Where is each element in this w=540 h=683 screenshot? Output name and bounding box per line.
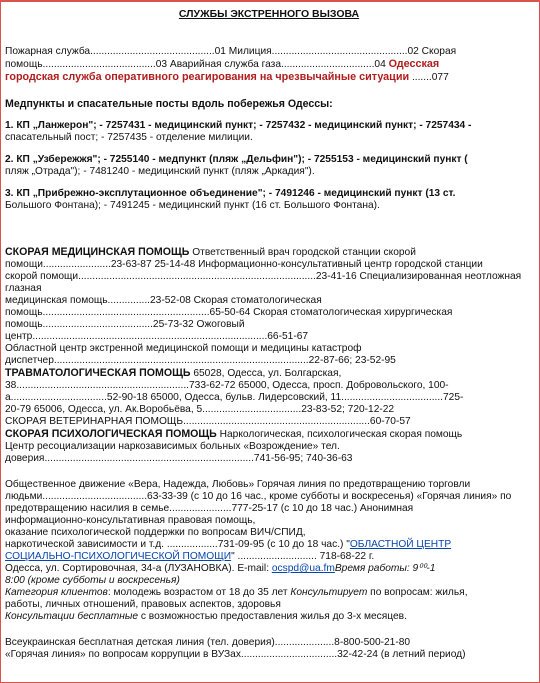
social-section xyxy=(5,479,533,623)
emergency-numbers xyxy=(5,46,533,84)
emergency-highlight: городская служба оперативного реагирования на чрезвычайные ситуации xyxy=(5,71,410,83)
social-line: Одесса, ул. Сортировочная, 34-а (ЛУЗАНОВКА). E-mail: ocspd@ua.fmВремя работы: 9⁰⁰-1 xyxy=(5,563,436,574)
beach-item-line: пляж „Отрада"); - 7481240 - медицинский пункт (пляж „Аркадия"). xyxy=(5,166,315,177)
social-line: предотвращению насилия в семье......................777-25-17 (с 10 до 18 час.) Анонимная xyxy=(5,503,414,514)
beach-item-line: 3. КП „Прибрежно-эксплутационное объединение"; - 7491246 - медицинский пункт (13 ст. xyxy=(5,188,456,199)
medical-line: центр...................................................................................66-51-67 xyxy=(5,331,309,342)
social-line: людьми.....................................63-33-39 (с 10 до 16 час., кроме субботы и воскресенья) «Горячая линия» по xyxy=(5,491,512,502)
medical-line: диспетчер..........................................................................................22-87-66; 23-52-95 xyxy=(5,355,396,366)
social-line: информационно-консультативная правовая помощь, xyxy=(5,515,256,526)
trauma-line: 38.............................................................733-62-72 65000, Одесса, просп. Добровольского, 100- xyxy=(5,380,449,391)
social-line: оказание психологической поддержки по вопросам ВИЧ/СПИД, xyxy=(5,527,306,538)
psych-line: Центр ресоциализации наркозависимых больных «Возрождение» тел. xyxy=(5,441,340,452)
page-title: СЛУЖБЫ ЭКСТРЕННОГО ВЫЗОВА xyxy=(178,8,360,20)
emergency-line: Пожарная служба............................................01 Милиция................................................02 Скорая xyxy=(5,46,457,57)
center-link[interactable]: ОБЛАСТНОЙ ЦЕНТР xyxy=(349,539,452,550)
email-link[interactable]: ocspd@ua.fm xyxy=(271,563,335,574)
medical-line: медицинская помощь...............23-52-08 Скорая стоматологическая xyxy=(5,295,322,306)
beach-item-line: Большого Фонтана); - 7491245 - медицинский пункт (16 ст. Большого Фонтана). xyxy=(5,200,380,211)
emergency-highlight: Одесская xyxy=(388,58,440,70)
social-line: наркотической зависимости и т.д. ..................731-09-95 (с 10 до 18 час.) "ОБЛАСТНОЙ ЦЕНТР xyxy=(5,539,452,550)
medical-line: Областной центр экстренной медицинской помощи и медицины катастроф xyxy=(5,343,362,354)
center-link[interactable]: СОЦИАЛЬНО-ПСИХОЛОГИЧЕСКОЙ ПОМОЩИ xyxy=(5,551,232,562)
medical-line: помощь.......................................25-73-32 Ожоговый xyxy=(5,319,245,330)
footer-line: «Горячая линия» по вопросам коррупции в ВУЗах..................................32-42-24 (в летний период) xyxy=(5,649,466,660)
trauma-line: 20-79 65006, Одесса, ул. Ак.Воробьёва, 5...................................23-83-52; 720-12-22 xyxy=(5,404,395,415)
medical-line: СКОРАЯ МЕДИЦИНСКАЯ ПОМОЩЬ Ответственный врач городской станции скорой xyxy=(5,246,416,258)
psych-section xyxy=(5,428,533,465)
beach-item-line: 2. КП „Узбережжя"; - 7255140 - медпункт (пляж „Дельфин"); - 7255153 - медицинский пункт ( xyxy=(5,154,468,165)
section-heading: СКОРАЯ ПСИХОЛОГИЧЕСКАЯ ПОМОЩЬ xyxy=(5,428,217,440)
trauma-line: ТРАВМАТОЛОГИЧЕСКАЯ ПОМОЩЬ 65028, Одесса, ул. Болгарская, xyxy=(5,367,342,379)
section-heading: СКОРАЯ МЕДИЦИНСКАЯ ПОМОЩЬ xyxy=(5,246,190,258)
beach-item-line: 1. КП „Ланжерон"; - 7257431 - медицинский пункт; - 7257432 - медицинский пункт; - 7257434 - xyxy=(5,120,472,131)
trauma-section xyxy=(5,367,533,428)
social-line: СОЦИАЛЬНО-ПСИХОЛОГИЧЕСКОЙ ПОМОЩИ" ............................ 718-68-22 г. xyxy=(5,551,375,562)
medical-line: скорой помощи....................................................................................23-41-16 Специализированная неотложная глазная xyxy=(5,271,522,294)
footer-line: Всеукраинская бесплатная детская линия (тел. доверия).....................8-800-500-21-80 xyxy=(5,637,411,648)
psych-line: доверия..........................................................................741-56-95; 740-36-63 xyxy=(5,453,353,464)
section-heading: ТРАВМАТОЛОГИЧЕСКАЯ ПОМОЩЬ xyxy=(5,367,191,379)
document xyxy=(5,8,533,661)
trauma-line: а..................................52-90-18 65000, Одесса, бульв. Лидерсовский, 11....................................725- xyxy=(5,392,464,403)
social-line: работы, личных отношений, правовых аспектов, здоровья xyxy=(5,599,281,610)
emergency-line: помощь........................................03 Аварийная служба газа.................................04 Одесская xyxy=(5,58,440,70)
beach-section xyxy=(5,98,533,212)
medical-line: помощь...........................................................65-50-64 Скорая стоматологическая хирургическая xyxy=(5,307,453,318)
emergency-line: городская служба оперативного реагирования на чрезвычайные ситуации .......077 xyxy=(5,71,449,83)
medical-section xyxy=(5,246,533,367)
footer-section xyxy=(5,637,533,661)
psych-line: СКОРАЯ ПСИХОЛОГИЧЕСКАЯ ПОМОЩЬ Наркологическая, психологическая скорая помощь xyxy=(5,428,463,440)
medical-line: помощи........................23-63-87 25-14-48 Информационно-консультативный центр городской станции xyxy=(5,259,483,270)
trauma-line: СКОРАЯ ВЕТЕРИНАРНАЯ ПОМОЩЬ..................................................................60-70-57 xyxy=(5,416,411,427)
social-line: Общественное движение «Вера, Надежда, Любовь» Горячая линия по предотвращению торговли xyxy=(5,479,471,490)
social-line: Консультации бесплатные с возможностью предоставления жилья до 3-х месяцев. xyxy=(5,611,407,622)
social-line: 8:00 (кроме субботы и воскресенья) xyxy=(5,575,180,586)
section-heading: Медпункты и спасательные посты вдоль побережья Одессы: xyxy=(5,98,333,110)
social-line: Категория клиентов: молодежь возрастом от 18 до 35 лет Консультирует по вопросам: жилья, xyxy=(5,587,468,598)
beach-item-line: спасательный пост; - 7257435 - отделение милиции. xyxy=(5,132,253,143)
